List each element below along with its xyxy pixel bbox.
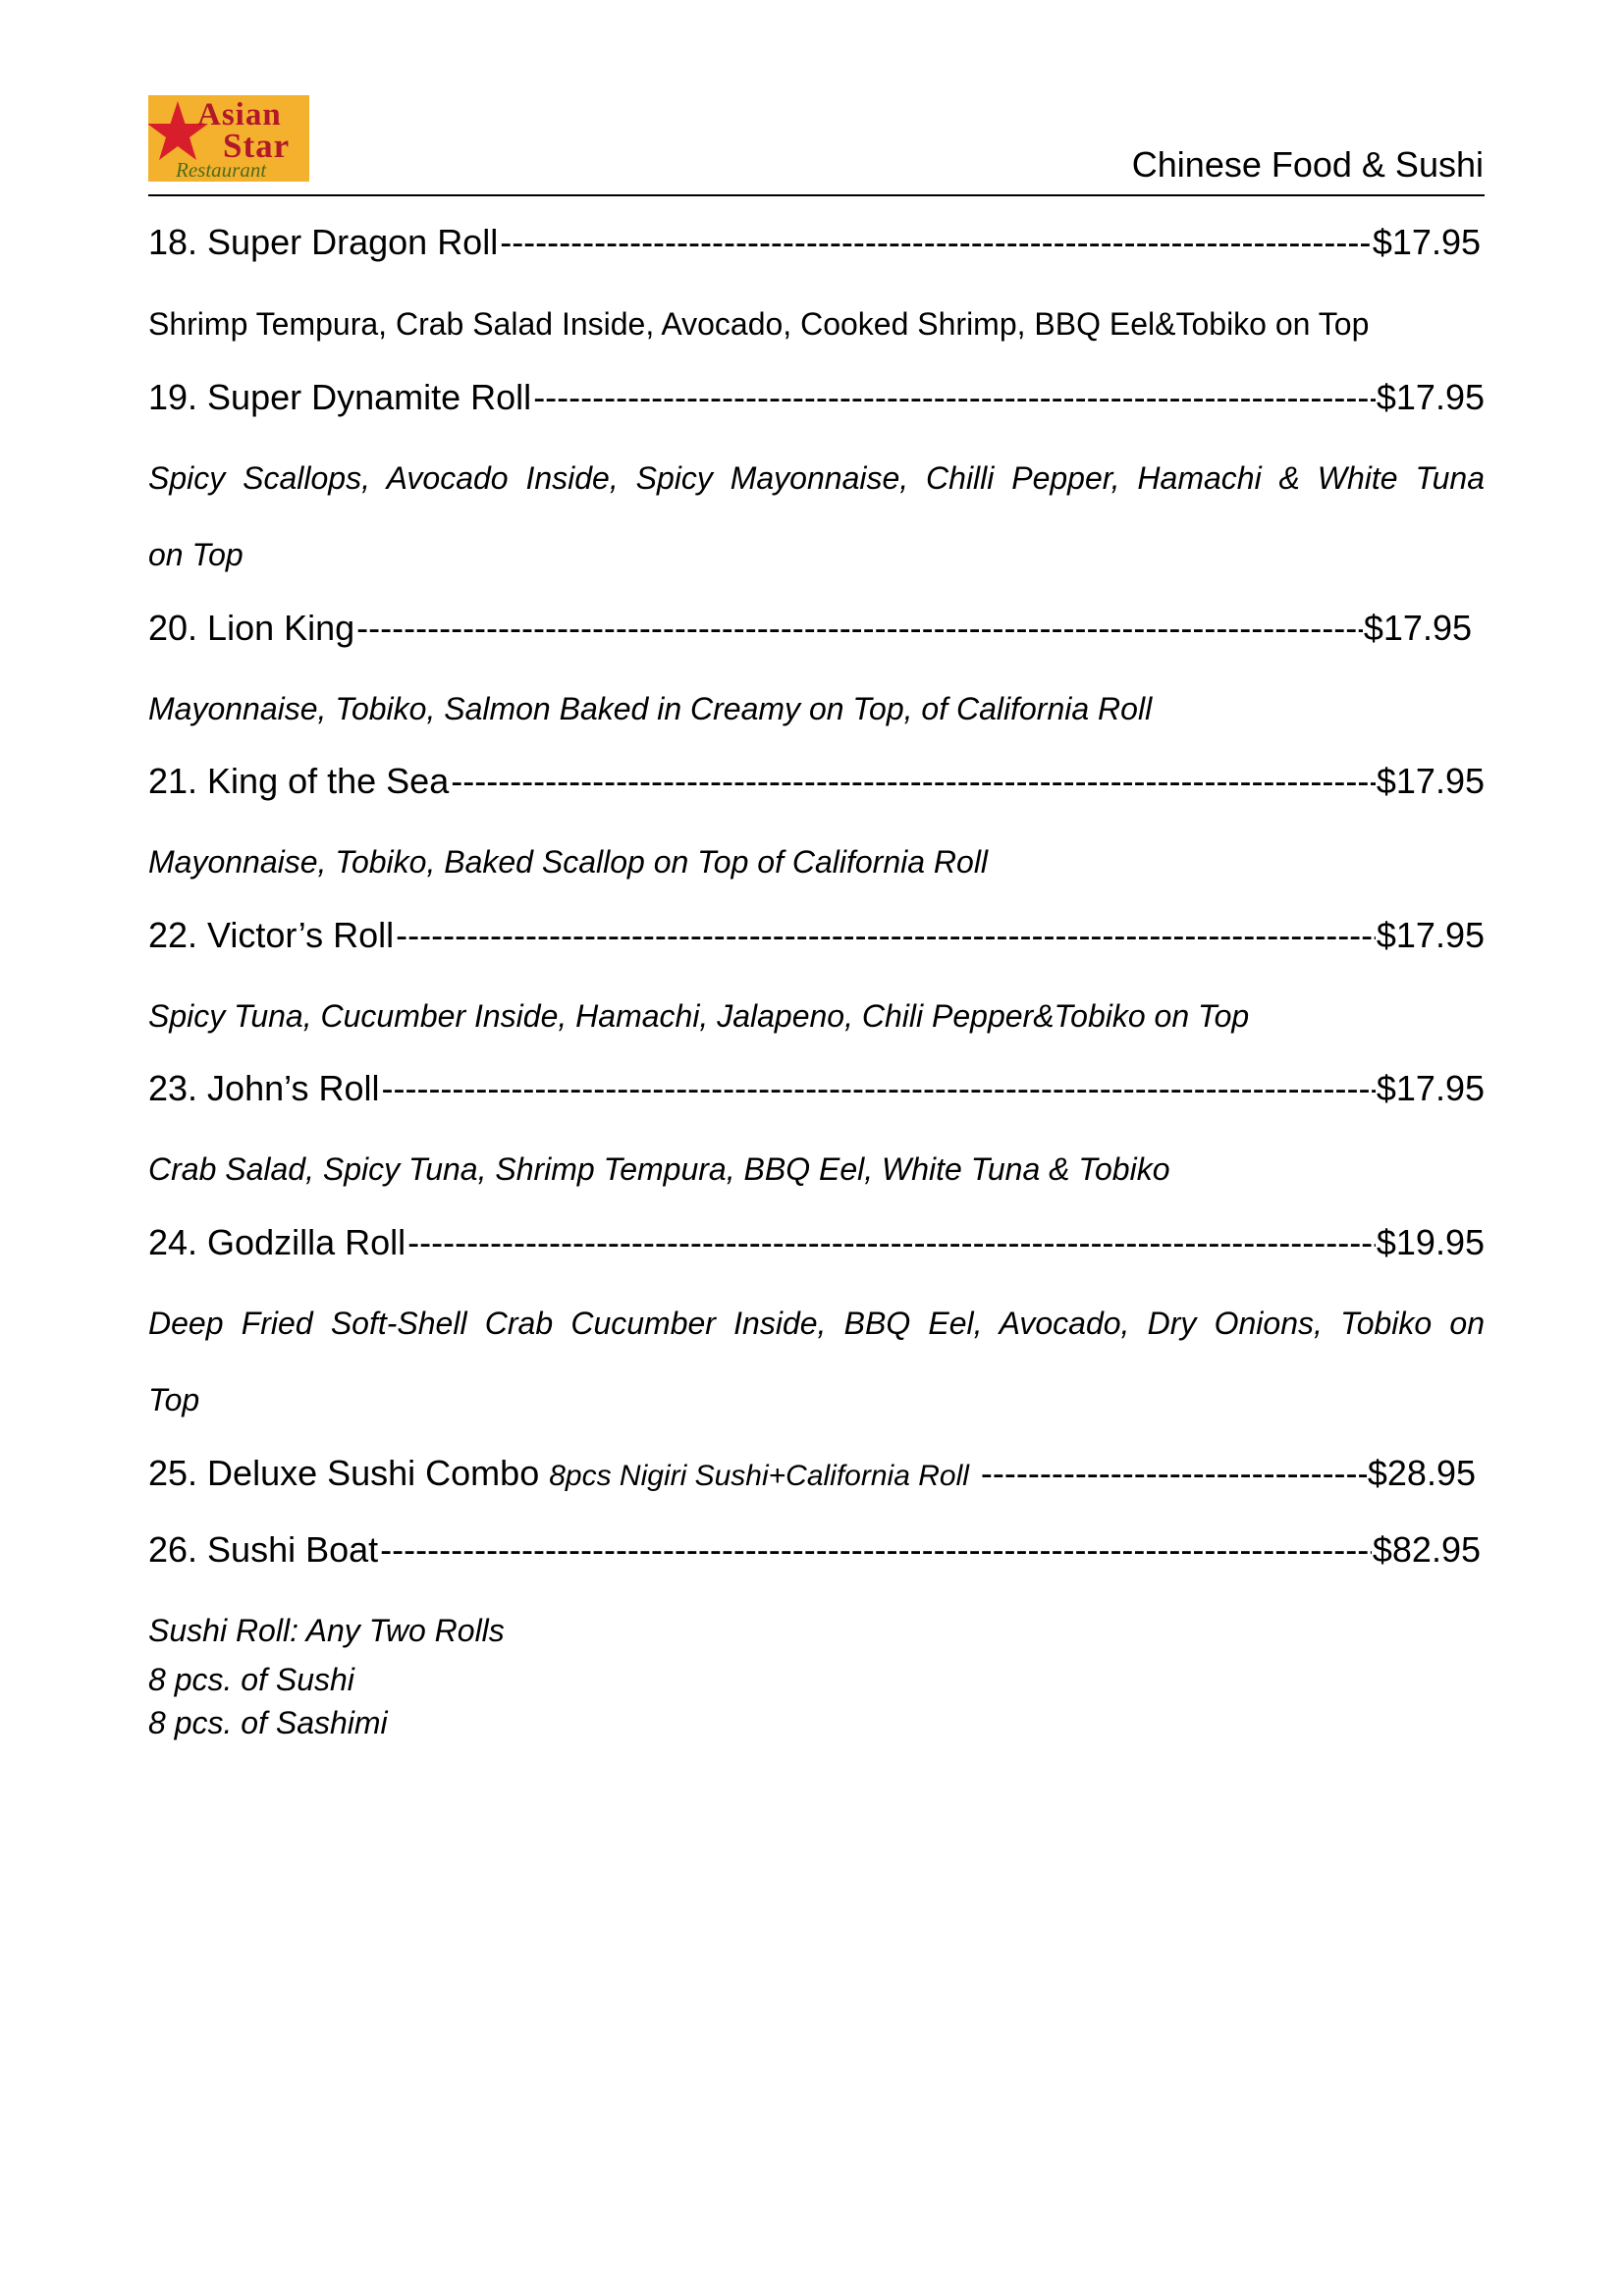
- item-name: 24. Godzilla Roll: [148, 1222, 406, 1262]
- dot-leader: [981, 1456, 1367, 1491]
- logo-text-asian: Asian: [197, 97, 282, 133]
- item-description: Shrimp Tempura, Crab Salad Inside, Avocado, Cooked Shrimp, BBQ Eel&Tobiko on Top: [148, 306, 1370, 342]
- menu-item: [148, 1453, 1476, 1493]
- item-price: $28.95: [1367, 1453, 1476, 1493]
- item-price: $82.95: [1372, 1529, 1481, 1570]
- dot-leader: [396, 918, 1376, 953]
- item-name: 21. King of the Sea: [148, 761, 450, 801]
- item-description: on Top: [148, 537, 244, 572]
- menu-item: [148, 1529, 1481, 1570]
- item-description: Mayonnaise, Tobiko, Salmon Baked in Creamy on Top, of California Roll: [148, 691, 1153, 726]
- item-name: 20. Lion King: [148, 608, 355, 648]
- item-name: 26. Sushi Boat: [148, 1529, 379, 1570]
- dot-leader: [381, 1071, 1375, 1106]
- header-title: Chinese Food & Sushi: [1131, 144, 1484, 185]
- menu-item: [148, 1068, 1485, 1108]
- logo-text-star: Star: [223, 127, 291, 165]
- item-price: $19.95: [1376, 1222, 1485, 1262]
- item-description: Spicy Scallops, Avocado Inside, Spicy Mayonnaise, Chilli Pepper, Hamachi & White Tuna: [148, 460, 1485, 496]
- item-description: Sushi Roll: Any Two Rolls: [148, 1613, 505, 1648]
- item-price: $17.95: [1372, 222, 1481, 262]
- item-name: 19. Super Dynamite Roll: [148, 377, 532, 417]
- item-price: $17.95: [1376, 377, 1485, 417]
- dot-leader: [380, 1532, 1372, 1568]
- header-divider: [148, 194, 1485, 196]
- item-name: 25. Deluxe Sushi Combo: [148, 1453, 540, 1493]
- menu-item: [148, 761, 1485, 801]
- dot-leader: [500, 225, 1372, 260]
- menu-item: [148, 222, 1481, 262]
- menu-item: [148, 1222, 1485, 1262]
- item-note: 8pcs Nigiri Sushi+California Roll: [549, 1460, 969, 1492]
- menu-item: [148, 608, 1472, 648]
- dot-leader: [451, 764, 1376, 799]
- item-description: 8 pcs. of Sushi: [148, 1662, 354, 1697]
- item-description: Deep Fried Soft-Shell Crab Cucumber Inside, BBQ Eel, Avocado, Dry Onions, Tobiko on: [148, 1306, 1485, 1341]
- item-description: Top: [148, 1382, 200, 1417]
- dot-leader: [356, 611, 1363, 646]
- menu-item: [148, 377, 1485, 417]
- item-price: $17.95: [1363, 608, 1472, 648]
- item-name: 23. John’s Roll: [148, 1068, 380, 1108]
- dot-leader: [533, 380, 1376, 415]
- menu-item: [148, 915, 1485, 955]
- item-description: Mayonnaise, Tobiko, Baked Scallop on Top of California Roll: [148, 844, 989, 880]
- item-price: $17.95: [1376, 1068, 1485, 1108]
- logo-text-restaurant: Restaurant: [176, 158, 267, 182]
- item-description: Spicy Tuna, Cucumber Inside, Hamachi, Jalapeno, Chili Pepper&Tobiko on Top: [148, 998, 1250, 1034]
- restaurant-logo: [148, 95, 309, 182]
- item-name: 18. Super Dragon Roll: [148, 222, 499, 262]
- dot-leader: [407, 1225, 1376, 1260]
- item-name: 22. Victor’s Roll: [148, 915, 395, 955]
- item-price: $17.95: [1376, 761, 1485, 801]
- item-description: 8 pcs. of Sashimi: [148, 1705, 388, 1740]
- item-price: $17.95: [1376, 915, 1485, 955]
- item-description: Crab Salad, Spicy Tuna, Shrimp Tempura, BBQ Eel, White Tuna & Tobiko: [148, 1151, 1170, 1187]
